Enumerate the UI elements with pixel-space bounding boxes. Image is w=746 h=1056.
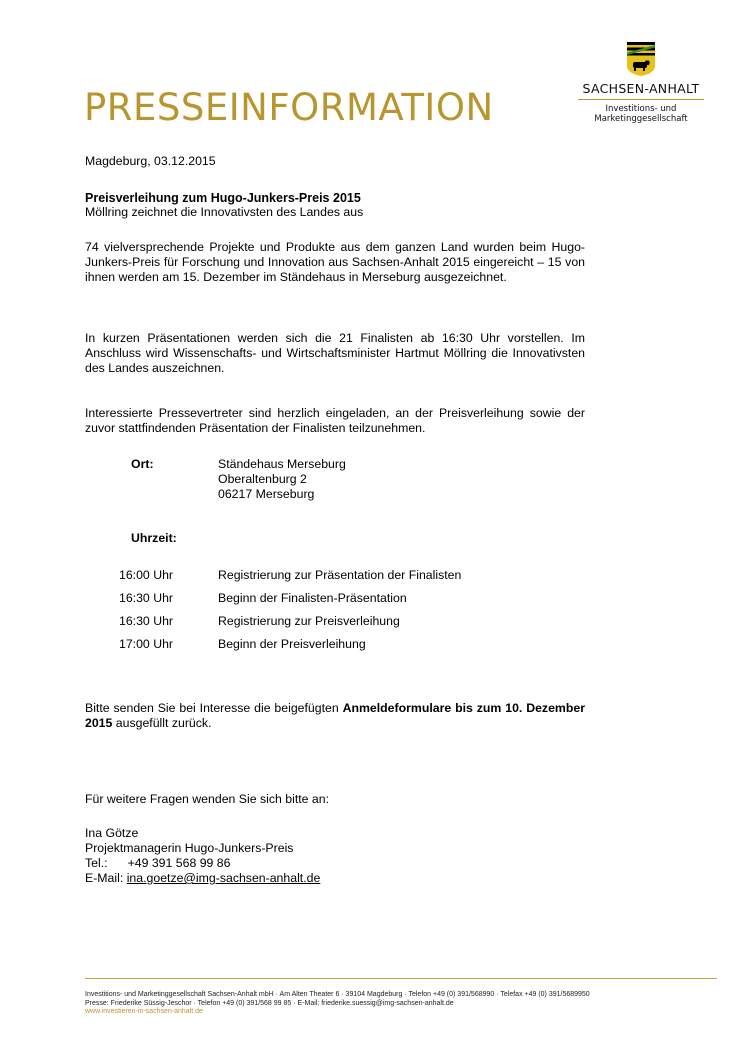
- venue-street: Oberaltenburg 2: [218, 472, 307, 486]
- contact-block: [85, 826, 320, 886]
- phone-label: Tel.:: [85, 856, 108, 870]
- footer-press-line: Presse: Friederike Süssig-Jeschor · Telefon +49 (0) 391/568 99 85 · E-Mail: friederike.suessig@img-sachsen-anhalt.de: [85, 999, 454, 1007]
- footer-company-line: Investitions- und Marketinggesellschaft Sachsen-Anhalt mbH · Am Alten Theater 6 · 39104 Magdeburg · Telefon +49 (0) 391/568990 · Telefax +49 (0) 391/5689950: [85, 991, 590, 998]
- page-title: PRESSEINFORMATION: [84, 86, 494, 129]
- schedule-description: Beginn der Finalisten-Präsentation: [218, 591, 407, 605]
- headline: Preisverleihung zum Hugo-Junkers-Preis 2015: [85, 191, 361, 205]
- paragraph-questions: Für weitere Fragen wenden Sie sich bitte an:: [85, 792, 330, 806]
- phone-number: +49 391 568 99 86: [127, 856, 231, 870]
- footer-website-link[interactable]: www.investieren-in-sachsen-anhalt.de: [85, 1008, 203, 1015]
- schedule-description: Registrierung zur Preisverleihung: [218, 614, 400, 628]
- paragraph-presentations: In kurzen Präsentationen werden sich die 21 Finalisten ab 16:30 Uhr vorstellen. Im Anschluss wird Wissenschafts- und Wirtschaftsminister Hartmut Möllring die Innovativsten des Landes auszeichnen.: [85, 331, 585, 375]
- contact-role: Projektmanagerin Hugo-Junkers-Preis: [85, 841, 294, 855]
- company-logo: [576, 42, 706, 124]
- registration-text-post: ausgefüllt zurück.: [112, 716, 212, 730]
- contact-phone-row: [85, 856, 320, 871]
- schedule-description: Registrierung zur Präsentation der Finalisten: [218, 568, 462, 582]
- logo-subtitle-line2: Marketinggesellschaft: [594, 114, 688, 124]
- subheadline: Möllring zeichnet die Innovativsten des Landes aus: [85, 205, 364, 219]
- paragraph-registration: [85, 701, 585, 731]
- venue-name: Ständehaus Merseburg: [218, 457, 346, 471]
- email-link[interactable]: ina.goetze@img-sachsen-anhalt.de: [126, 871, 321, 885]
- schedule-time: 16:30 Uhr: [119, 591, 174, 605]
- venue-city: 06217 Merseburg: [218, 487, 315, 501]
- registration-text-pre: Bitte senden Sie bei Interesse die beigefügten: [85, 701, 343, 715]
- venue-address: [218, 457, 346, 502]
- registration-deadline: Anmeldeformulare bis zum 10. Dezember 2015: [85, 701, 585, 730]
- logo-divider: [578, 99, 704, 100]
- schedule-time: 16:00 Uhr: [119, 568, 174, 582]
- email-label: E-Mail:: [85, 871, 124, 885]
- coat-of-arms-icon: [627, 42, 655, 76]
- footer-divider: [85, 978, 717, 979]
- paragraph-intro: 74 vielversprechende Projekte und Produkte aus dem ganzen Land wurden beim Hugo-Junkers-Preis für Forschung und Innovation aus Sachsen-Anhalt 2015 eingereicht – 15 von ihnen werden am 15. Dezember im Ständehaus in Merseburg ausgezeichnet.: [85, 240, 585, 284]
- venue-label: Ort:: [131, 457, 154, 471]
- schedule-time: 17:00 Uhr: [119, 637, 174, 651]
- schedule-time: 16:30 Uhr: [119, 614, 174, 628]
- logo-subtitle-line1: Investitions- und: [605, 104, 677, 114]
- footer: [85, 991, 590, 1017]
- schedule-description: Beginn der Preisverleihung: [218, 637, 366, 651]
- dateline: Magdeburg, 03.12.2015: [85, 154, 216, 168]
- contact-name: Ina Götze: [85, 826, 139, 840]
- schedule-label: Uhrzeit:: [131, 531, 177, 545]
- paragraph-invitation: Interessierte Pressevertreter sind herzlich eingeladen, an der Preisverleihung sowie der zuvor stattfindenden Präsentation der Finalisten teilzunehmen.: [85, 406, 585, 435]
- logo-name: SACHSEN-ANHALT: [582, 81, 700, 96]
- contact-email-row: [85, 871, 320, 886]
